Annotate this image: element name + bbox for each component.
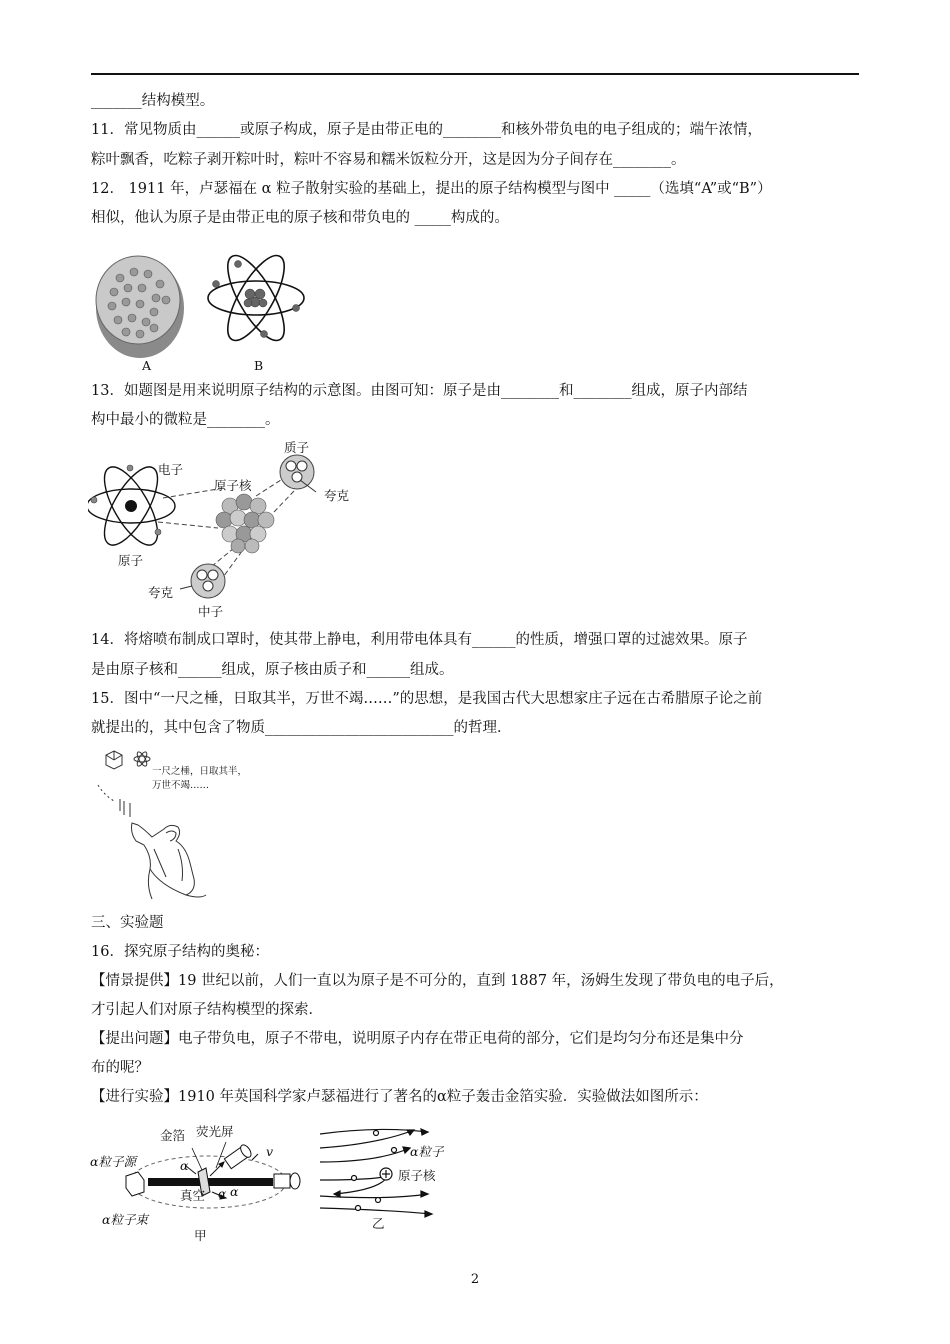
label-gold-foil: 金箔 xyxy=(160,1128,186,1143)
question-12: 12． 1911 年，卢瑟福在 α 粒子散射实验的基础上，提出的原子结构模型与图中 _____（选填“A”或“B”） xyxy=(91,181,772,197)
neutron-diagram xyxy=(180,564,225,598)
section-heading: 三、实验题 xyxy=(91,915,164,931)
label-jia: 甲 xyxy=(194,1228,207,1243)
caption-line-2: 万世不竭…… xyxy=(152,780,210,791)
atom-nucleus-dot xyxy=(125,500,137,512)
question-15: 15．图中“一尺之棰，日取其半，万世不竭……”的思想，是我国古代大思想家庄子远在古希腊原子论之前 xyxy=(91,691,763,707)
header-rule xyxy=(91,73,859,75)
text-line: 【情景提供】19 世纪以前，人们一直以为原子是不可分的，直到 1887 年，汤姆生发现了带负电的电子后， xyxy=(91,973,784,989)
figure-zhuangzi xyxy=(90,745,290,905)
text-line: _______结构模型。 xyxy=(91,93,215,109)
label-quark-bottom: 夸克 xyxy=(148,585,174,600)
label-a: A xyxy=(142,358,152,373)
label-alpha-1: α xyxy=(180,1158,189,1173)
question-13: 13．如题图是用来说明原子结构的示意图。由图可知：原子是由________和________组成，原子内部结 xyxy=(91,383,748,399)
figure-atom-models xyxy=(90,238,305,373)
figure-rutherford-experiment xyxy=(88,1118,488,1248)
label-quark-top: 夸克 xyxy=(324,488,350,503)
text-line: 才引起人们对原子结构模型的探索． xyxy=(91,1002,323,1018)
label-source: α粒子源 xyxy=(90,1154,136,1169)
text-line: 相似，他认为原子是由带正电的原子核和带负电的 _____构成的。 xyxy=(91,210,509,226)
label-atom: 原子 xyxy=(118,553,144,568)
text-line: 构中最小的微粒是________。 xyxy=(91,412,280,428)
page-number: 2 xyxy=(470,1272,480,1287)
label-nucleus: 原子核 xyxy=(214,478,252,493)
text-line: 布的呢？ xyxy=(91,1060,149,1076)
label-alpha-particle: α粒子 xyxy=(410,1144,444,1159)
label-electron: 电子 xyxy=(158,462,184,477)
label-b: B xyxy=(254,358,264,373)
label-neutron: 中子 xyxy=(198,604,224,619)
caption-line-1: 一尺之棰，日取其半， xyxy=(152,766,248,777)
label-v: v xyxy=(266,1144,274,1159)
label-alpha-2: α xyxy=(218,1186,227,1201)
nucleus-cluster xyxy=(216,494,274,553)
label-vacuum: 真空 xyxy=(180,1188,206,1203)
text-line: 【进行实验】1910 年英国科学家卢瑟福进行了著名的α粒子轰击金箔实验．实验做法如图所示： xyxy=(91,1089,708,1105)
figure-atom-structure xyxy=(88,436,368,621)
question-14: 14．将熔喷布制成口罩时，使其带上静电，利用带电体具有______的性质，增强口罩的过滤效果。原子 xyxy=(91,632,748,648)
question-11: 11．常见物质由______或原子构成，原子是由带正电的________和核外带负电的电子组成的；端午浓情， xyxy=(91,122,762,138)
label-beam: α粒子束 xyxy=(102,1212,148,1227)
text-line: 是由原子核和______组成，原子核由质子和______组成。 xyxy=(91,662,454,678)
proton-diagram xyxy=(280,455,316,492)
label-screen: 荧光屏 xyxy=(196,1124,234,1139)
text-line: 就提出的，其中包含了物质__________________________的哲理． xyxy=(91,720,512,736)
label-nucleus-yi: 原子核 xyxy=(398,1168,436,1183)
label-yi: 乙 xyxy=(372,1216,385,1231)
apparatus-jia xyxy=(126,1142,300,1208)
text-line: 【提出问题】电子带负电，原子不带电，说明原子内存在带正电荷的部分，它们是均匀分布还是集中分 xyxy=(91,1031,744,1047)
label-proton: 质子 xyxy=(284,440,310,455)
label-alpha-3: α xyxy=(230,1184,239,1199)
text-line: 粽叶飘香，吃粽子剥开粽叶时，粽叶不容易和糯米饭粒分开，这是因为分子间存在________。 xyxy=(91,152,686,168)
atom-icon xyxy=(134,751,150,768)
model-a-plum-pudding xyxy=(96,256,184,358)
question-16: 16．探究原子结构的奥秘： xyxy=(91,944,269,960)
